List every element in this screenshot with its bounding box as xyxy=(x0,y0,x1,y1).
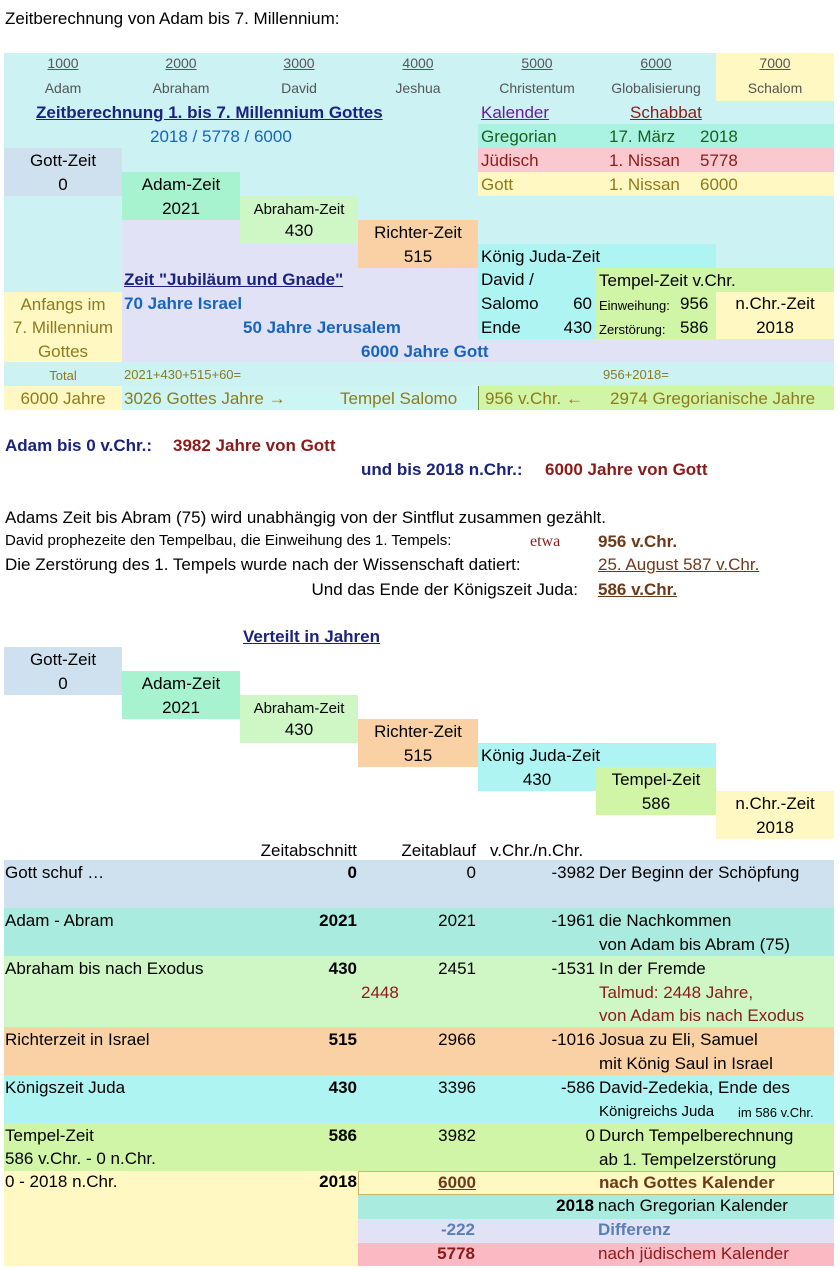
gregorian-years-cell: 956 v.Chr. ← 2974 Gregorianische Jahre xyxy=(478,386,834,410)
gregorian-kalender-row: 2018 nach Gregorian Kalender xyxy=(358,1195,834,1219)
millennium-number: 6000 xyxy=(640,55,672,71)
verteilt-step-richter: Richter-Zeit 515 xyxy=(358,719,478,767)
gottes-kalender-row: 6000 nach Gottes Kalender xyxy=(358,1171,834,1195)
note-1: Adams Zeit bis Abram (75) wird unabhängig von der Sintflut zusammen gezählt. xyxy=(5,508,606,527)
main-heading: Zeitberechnung 1. bis 7. Millennium Gottes xyxy=(36,103,383,122)
david-label: David / xyxy=(481,270,534,289)
note-2-etwa: etwa xyxy=(530,533,561,550)
main-subheading: 2018 / 5778 / 6000 xyxy=(150,127,292,146)
kalender-label: Kalender xyxy=(481,103,550,122)
tempel-dates-cell: Einweihung: 956 Zerstörung: 586 xyxy=(596,292,716,339)
gott-6000: 6000 Jahre Gott xyxy=(361,342,489,361)
verteilt-step-tempel: Tempel-Zeit 586 xyxy=(596,767,716,815)
table-row: Adam - Abram 2021 2021 -1961 die Nachkommen von Adam bis Abram (75) xyxy=(4,908,834,956)
note-3: Die Zerstörung des 1. Tempels wurde nach der Wissenschaft datiert: xyxy=(5,555,521,574)
table-row: Königszeit Juda 430 3396 -586 David-Zedekia, Ende des Königreichs Juda im 586 v.Chr. xyxy=(4,1075,834,1123)
millennium-number: 7000 xyxy=(759,55,791,71)
millennium-name: Abraham xyxy=(152,80,210,96)
col-header-zeitablauf: Zeitablauf xyxy=(401,841,476,860)
millennium-name: Globalisierung xyxy=(611,80,701,96)
jerusalem-50: 50 Jahre Jerusalem xyxy=(243,318,401,337)
note-3-value: 25. August 587 v.Chr. xyxy=(598,555,760,574)
note-4-value: 586 v.Chr. xyxy=(598,580,678,599)
summary-line2-label: und bis 2018 n.Chr.: xyxy=(361,460,523,479)
jubilaeum-title: Zeit "Jubiläum und Gnade" xyxy=(124,270,344,289)
cal-row-gregorian: Gregorian 17. März 2018 xyxy=(478,124,834,148)
millennium-name: David xyxy=(281,80,317,96)
millennium-name: Christentum xyxy=(499,80,575,96)
anfangs-line1: Anfangs im xyxy=(20,295,106,314)
verteilt-step-adam: Adam-Zeit 2021 xyxy=(122,671,240,719)
note-2-value: 956 v.Chr. xyxy=(598,532,678,551)
anfangs-line3: Gottes xyxy=(37,342,89,361)
millennium-number: 3000 xyxy=(283,55,315,71)
gott6000-row-bg xyxy=(478,339,834,362)
salomo-label: Salomo xyxy=(481,294,539,313)
table-row-last-left: 0 - 2018 n.Chr. 2018 xyxy=(4,1171,358,1266)
koenig-juda-cell: König Juda-Zeit xyxy=(478,244,716,268)
millennium-number: 2000 xyxy=(165,55,197,71)
israel-70: 70 Jahre Israel xyxy=(124,294,243,313)
verteilt-step-koenig-top: König Juda-Zeit xyxy=(478,743,716,767)
gott-zeit-cell: Gott-Zeit 0 xyxy=(4,148,122,196)
verteilt-step-gott: Gott-Zeit 0 xyxy=(4,647,122,695)
millennium-name: Jeshua xyxy=(395,80,441,96)
summary-line2-value: 6000 Jahre von Gott xyxy=(545,460,708,479)
sum2-formula: 956+2018= xyxy=(603,367,669,382)
verteilt-step-nchr: n.Chr.-Zeit 2018 xyxy=(716,791,834,839)
adam-zeit-cell: Adam-Zeit 2021 xyxy=(122,172,240,220)
nchr-zeit-cell: n.Chr.-Zeit 2018 xyxy=(716,292,834,339)
cal-row-gott: Gott 1. Nissan 6000 xyxy=(478,172,834,196)
col-header-vchr: v.Chr./n.Chr. xyxy=(490,841,584,860)
sum-formula: 2021+430+515+60= xyxy=(124,367,242,382)
note-4: Und das Ende der Königszeit Juda: xyxy=(311,580,578,599)
millennium-name: Adam xyxy=(44,80,82,96)
richter-zeit-cell: Richter-Zeit 515 xyxy=(358,220,478,268)
summary-line1-label: Adam bis 0 v.Chr.: xyxy=(5,436,153,455)
millennium-number: 5000 xyxy=(521,55,553,71)
tempel-vchr-header: Tempel-Zeit v.Chr. xyxy=(596,268,834,292)
total-label: Total xyxy=(49,368,77,383)
table-row: Abraham bis nach Exodus 430 2451 -1531 In der Fremde 2448 Talmud: 2448 Jahre, von Adam bis nach Exodus xyxy=(4,956,834,1027)
millennium-number: 4000 xyxy=(402,55,434,71)
verteilt-step-abraham: Abraham-Zeit 430 xyxy=(240,695,358,743)
salomo-value: 60 xyxy=(573,294,592,313)
ende-label: Ende xyxy=(481,318,521,337)
juedisch-kalender-row: 5778 nach jüdischem Kalender xyxy=(358,1243,834,1266)
schabbat-label: Schabbat xyxy=(630,103,702,122)
verteilt-title: Verteilt in Jahren xyxy=(243,627,380,646)
cal-row-juedisch: Jüdisch 1. Nissan 5778 xyxy=(478,148,834,172)
ende-value: 430 xyxy=(563,318,592,337)
page-title: Zeitberechnung von Adam bis 7. Millennium: xyxy=(5,9,340,28)
anfangs-line2: 7. Millennium xyxy=(12,318,114,337)
table-row: Gott schuf … 0 0 -3982 Der Beginn der Schöpfung xyxy=(4,860,834,908)
gottes-jahre-cell: 3026 Gottes Jahre → Tempel Salomo xyxy=(122,386,478,410)
table-row: Richterzeit in Israel 515 2966 -1016 Josua zu Eli, Samuel mit König Saul in Israel xyxy=(4,1027,834,1075)
table-row: Tempel-Zeit 586 v.Chr. - 0 n.Chr. 586 3982 0 Durch Tempelberechnung ab 1. Tempelzerstörung xyxy=(4,1123,834,1171)
differenz-row: -222 Differenz xyxy=(358,1219,834,1243)
abraham-zeit-cell: Abraham-Zeit 430 xyxy=(240,196,358,244)
col-header-zeitabschnitt: Zeitabschnitt xyxy=(260,841,357,860)
note-2: David prophezeite den Tempelbau, die Einweihung des 1. Tempels: xyxy=(5,532,452,549)
millennium-name: Schalom xyxy=(747,80,803,96)
total-years-cell: 6000 Jahre xyxy=(4,386,122,410)
millennium-number: 1000 xyxy=(47,55,79,71)
summary-line1-value: 3982 Jahre von Gott xyxy=(173,436,336,455)
verteilt-step-koenig-val: 430 xyxy=(478,767,596,791)
